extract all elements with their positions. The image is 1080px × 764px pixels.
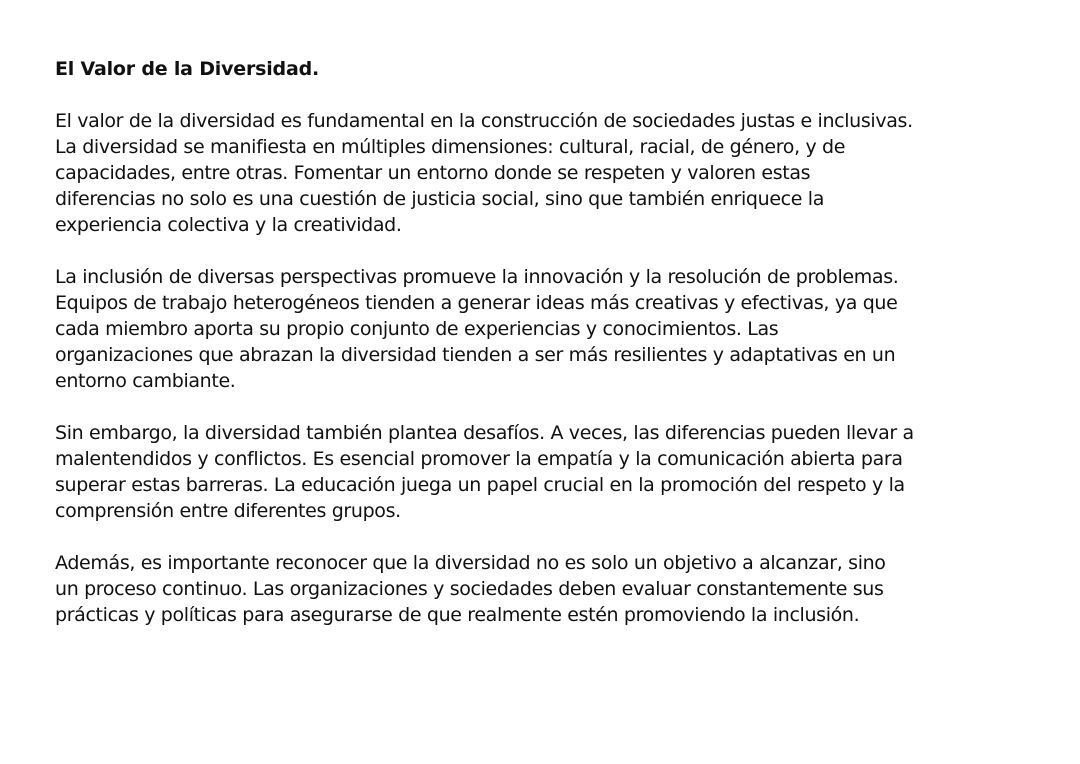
text-line: experiencia colectiva y la creatividad. <box>55 214 402 236</box>
text-line: Equipos de trabajo heterogéneos tienden a generar ideas más creativas y efectivas, ya que <box>55 292 898 314</box>
text-line: entorno cambiante. <box>55 370 236 392</box>
text-line: El valor de la diversidad es fundamental en la construcción de sociedades justas e inclusivas. <box>55 110 913 132</box>
paragraph-3 <box>55 420 1080 524</box>
paragraph-4 <box>55 550 1080 628</box>
document-body <box>55 56 1080 654</box>
text-line: cada miembro aporta su propio conjunto de experiencias y conocimientos. Las <box>55 318 779 340</box>
document-title: El Valor de la Diversidad. <box>55 58 319 80</box>
text-line: capacidades, entre otras. Fomentar un entorno donde se respeten y valoren estas <box>55 162 811 184</box>
text-line: prácticas y políticas para asegurarse de que realmente estén promoviendo la inclusión. <box>55 604 860 626</box>
text-line: organizaciones que abrazan la diversidad tienden a ser más resilientes y adaptativas en un <box>55 344 896 366</box>
text-line: un proceso continuo. Las organizaciones y sociedades deben evaluar constantemente sus <box>55 578 884 600</box>
text-line: comprensión entre diferentes grupos. <box>55 500 401 522</box>
text-line: Sin embargo, la diversidad también plantea desafíos. A veces, las diferencias pueden llevar a <box>55 422 914 444</box>
text-line: malentendidos y conflictos. Es esencial promover la empatía y la comunicación abierta para <box>55 448 903 470</box>
text-line: superar estas barreras. La educación juega un papel crucial en la promoción del respeto y la <box>55 474 905 496</box>
text-line: La inclusión de diversas perspectivas promueve la innovación y la resolución de problemas. <box>55 266 899 288</box>
text-line: Además, es importante reconocer que la diversidad no es solo un objetivo a alcanzar, sino <box>55 552 886 574</box>
text-line: diferencias no solo es una cuestión de justicia social, sino que también enriquece la <box>55 188 825 210</box>
paragraph-2 <box>55 264 1080 394</box>
paragraph-1 <box>55 108 1080 238</box>
text-line: La diversidad se manifiesta en múltiples dimensiones: cultural, racial, de género, y de <box>55 136 846 158</box>
